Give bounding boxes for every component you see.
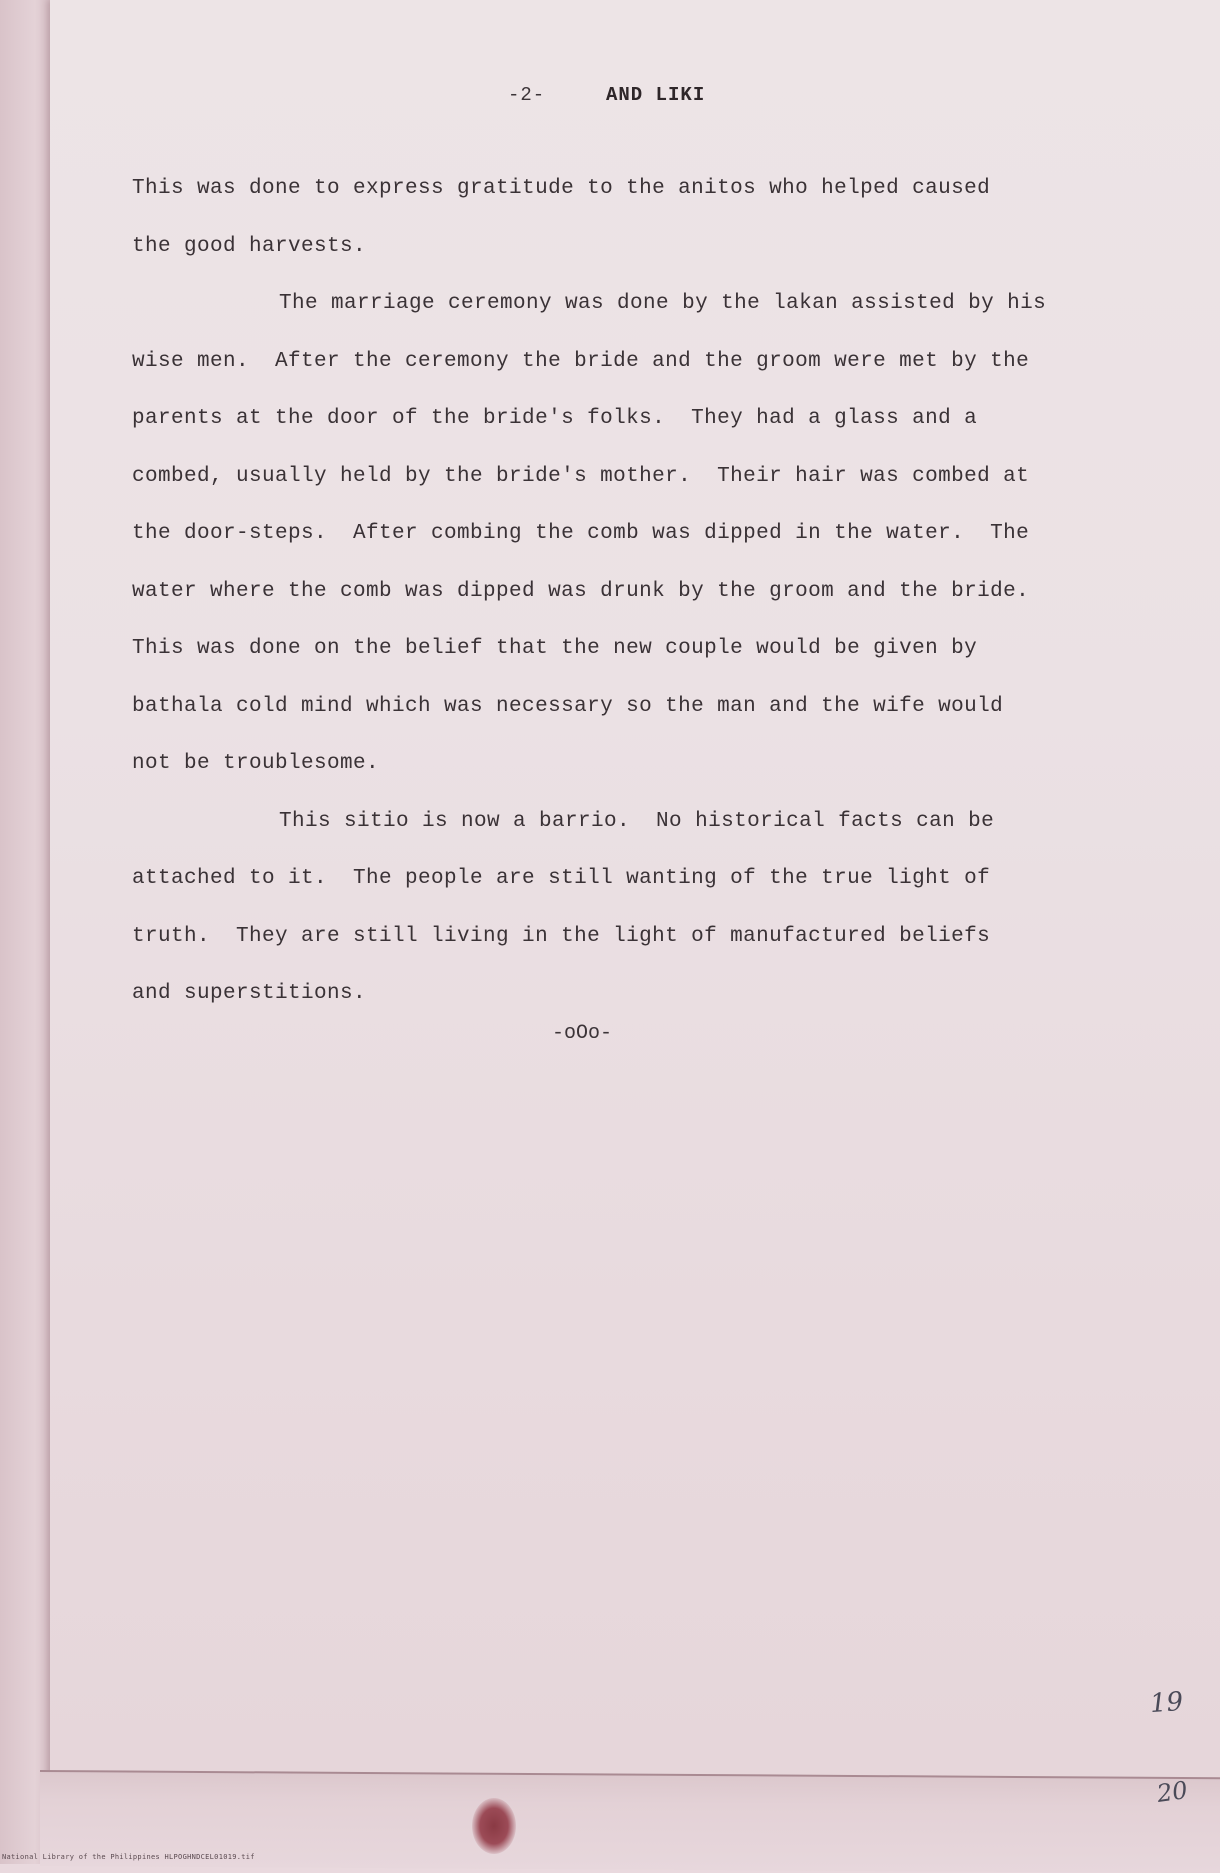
- body-line: the good harvests.: [132, 234, 367, 258]
- handwritten-page-number: 19: [1148, 1686, 1185, 1720]
- body-line: This was done on the belief that the new couple would be given by: [132, 637, 978, 660]
- left-page-edge: [0, 0, 50, 1864]
- body-line: This sitio is now a barrio. No historical facts can be: [279, 809, 995, 833]
- ink-stain: [472, 1798, 516, 1854]
- body-line: attached to it. The people are still wanting of the true light of: [132, 867, 991, 890]
- body-line: parents at the door of the bride's folks. They had a glass and a: [132, 407, 978, 430]
- body-line: truth. They are still living in the light of manufactured beliefs: [132, 924, 991, 948]
- body-line: combed, usually held by the bride's mother. Their hair was combed at: [132, 464, 1030, 488]
- handwritten-page-number-lower: 20: [1155, 1776, 1190, 1808]
- body-line: not be troublesome.: [132, 752, 380, 775]
- body-line: bathala cold mind which was necessary so the man and the wife would: [132, 694, 1004, 718]
- page-header: [0, 84, 1220, 114]
- end-mark: -oOo-: [552, 1022, 613, 1045]
- body-line: This was done to express gratitude to the anitos who helped caused: [132, 177, 991, 200]
- body-line: the door-steps. After combing the comb was dipped in the water. The: [132, 522, 1030, 545]
- body-line: The marriage ceremony was done by the lakan assisted by his: [279, 292, 1047, 315]
- body-line: and superstitions.: [132, 982, 367, 1005]
- header-title: AND LIKI: [606, 84, 706, 106]
- body-line: water where the comb was dipped was drunk by the groom and the bride.: [132, 579, 1030, 603]
- document-body: [132, 160, 1132, 1023]
- scan-caption: National Library of the Philippines HLPOGHNDCEL01019.tif: [2, 1853, 255, 1861]
- body-line: wise men. After the ceremony the bride and the groom were met by the: [132, 349, 1030, 373]
- page-number: -2-: [508, 84, 546, 106]
